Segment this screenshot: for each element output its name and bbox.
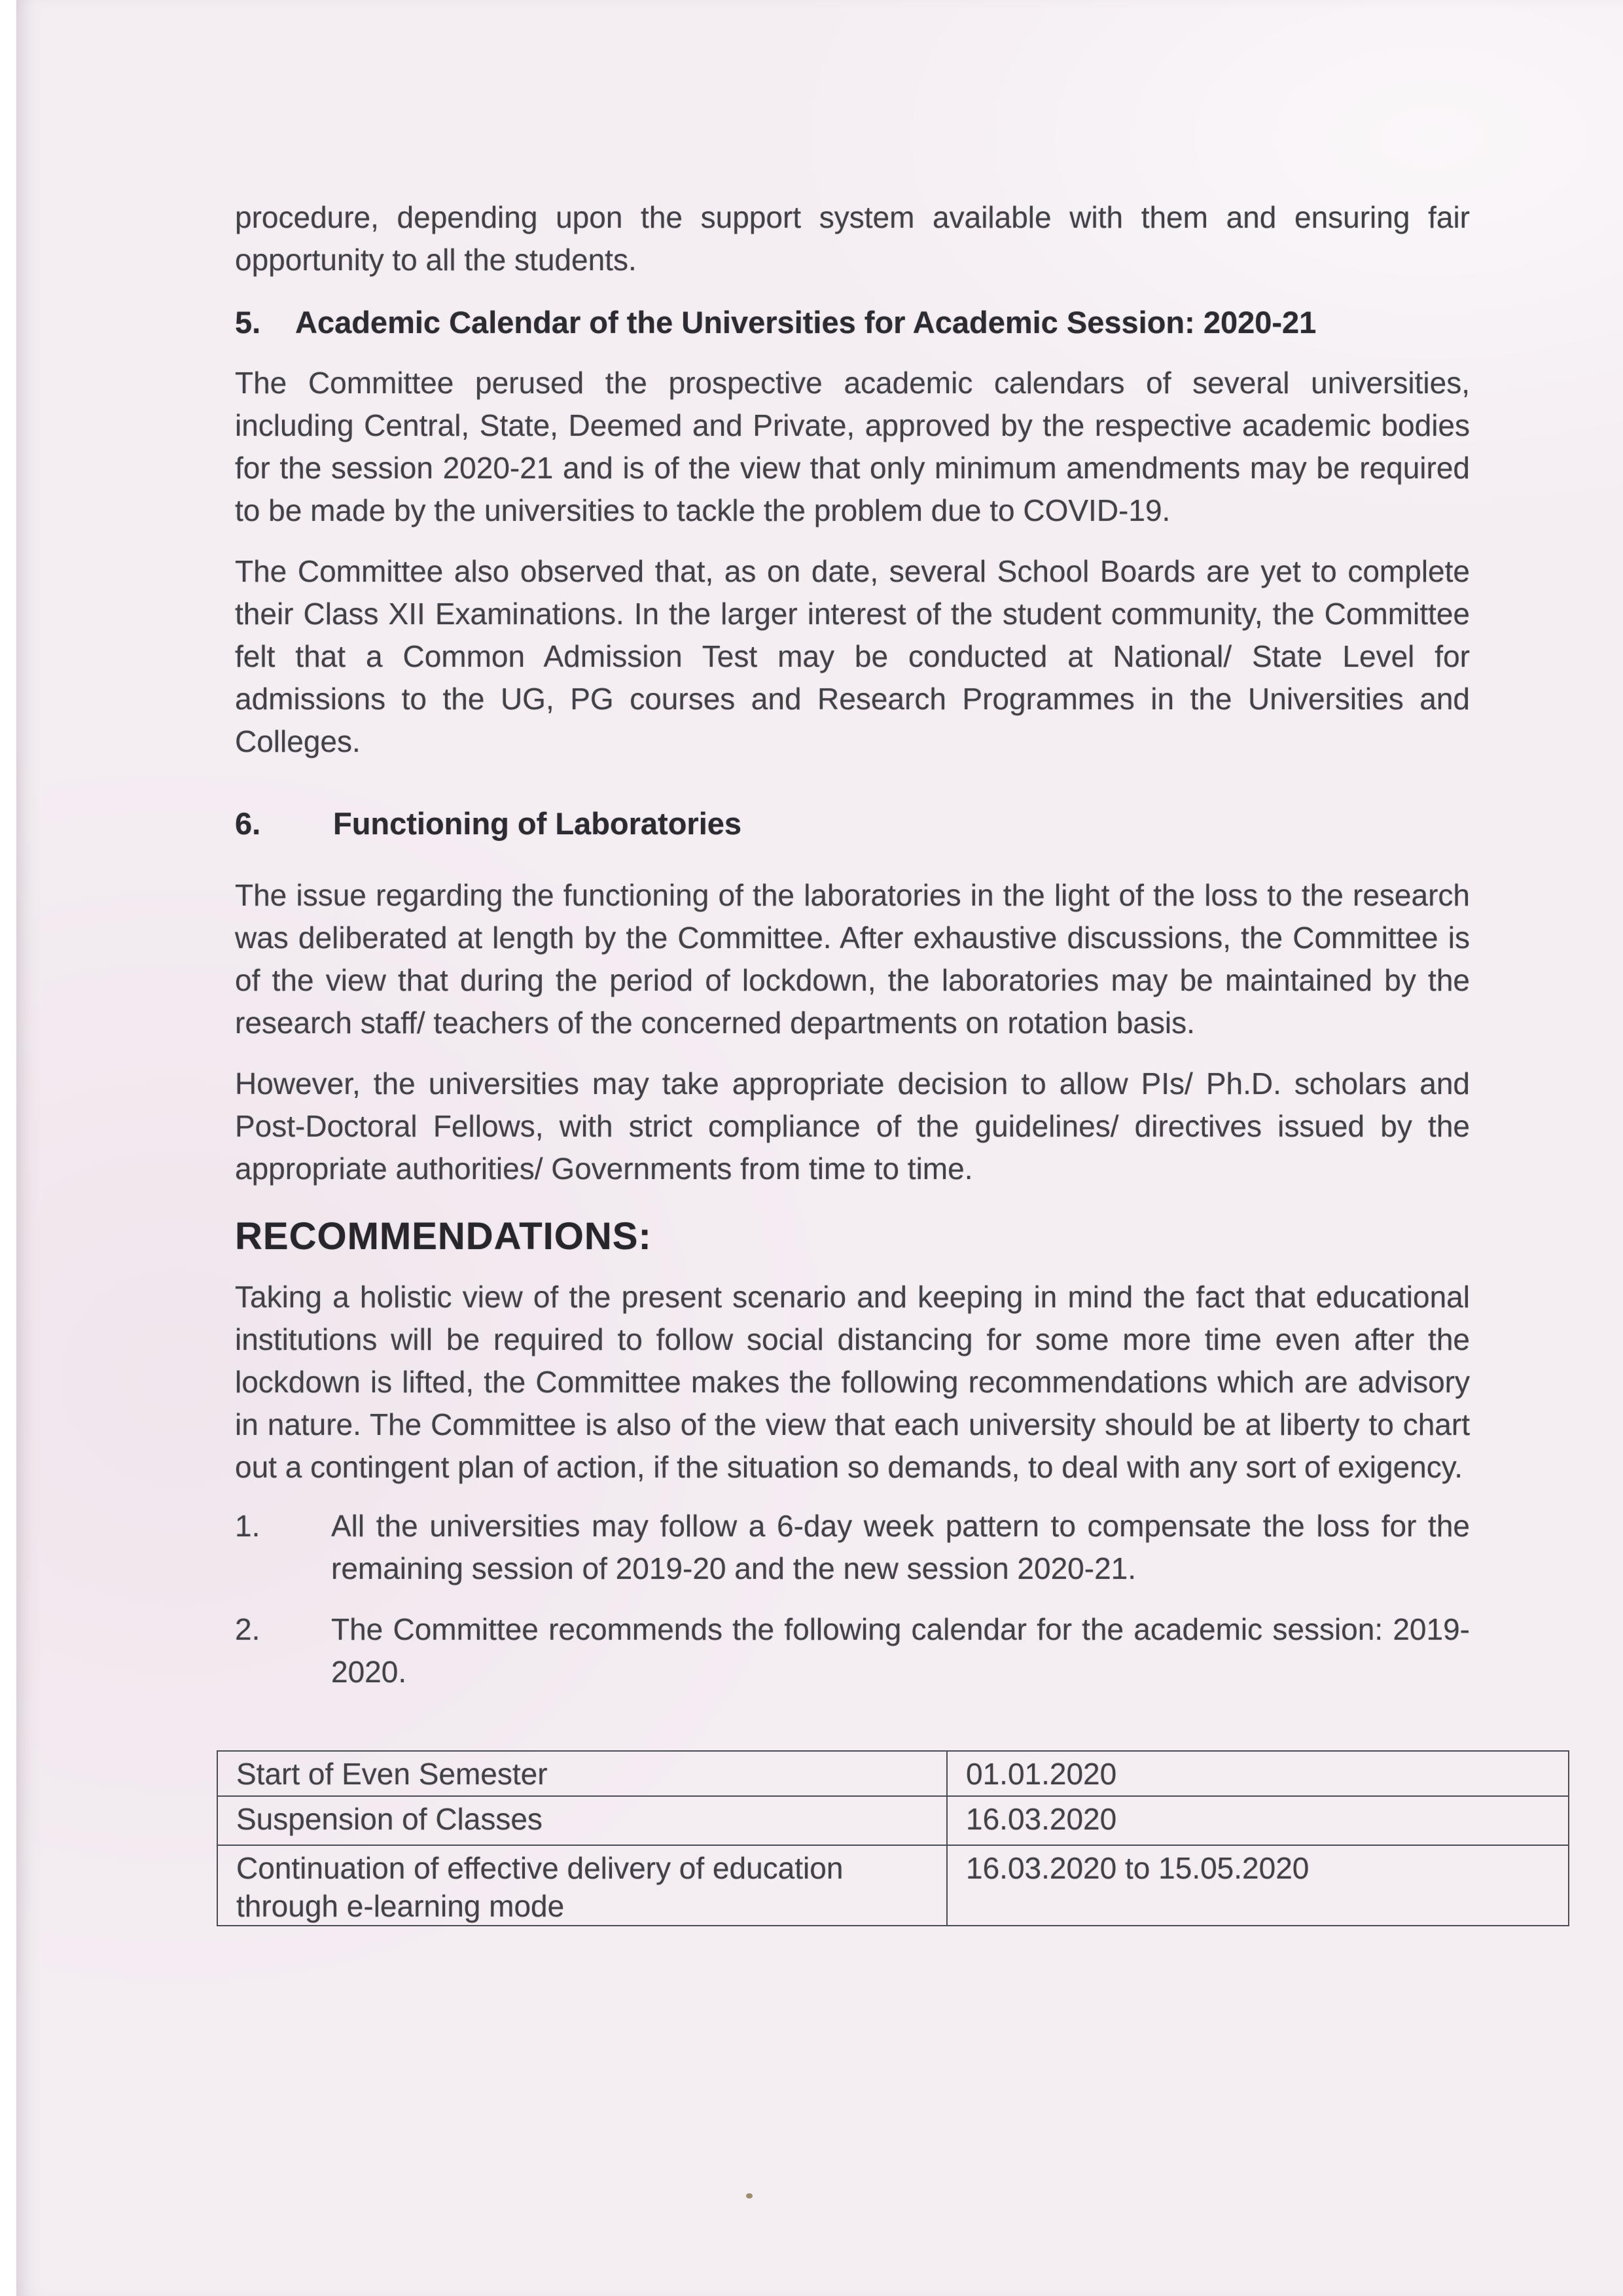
- recommendation-item-1: [235, 1505, 1470, 1590]
- table-row: [217, 1751, 1569, 1796]
- section-5-title: Academic Calendar of the Universities for Academic Session: 2020-21: [295, 305, 1317, 340]
- section-5-heading: [235, 301, 1470, 344]
- recommendation-item-1-text: All the universities may follow a 6-day week pattern to compensate the loss for the remaining session of 2019-20 and the new session 2020-21.: [331, 1509, 1470, 1585]
- recommendation-item-2: [235, 1608, 1470, 1693]
- table-row: [217, 1845, 1569, 1926]
- table-row: [217, 1796, 1569, 1845]
- section-6-number: 6.: [235, 806, 261, 841]
- section-5-paragraph-1: The Committee perused the prospective academic calendars of several universities, including Central, State, Deemed and Private, approved by the respective academic bodies for the session 2020-21 and is of the view that only minimum amendments may be required to be made by the universities to tackle the problem due to COVID-19.: [235, 366, 1470, 527]
- recommendation-item-2-text: The Committee recommends the following calendar for the academic session: 2019-2020.: [331, 1612, 1470, 1689]
- section-6-paragraph-1: The issue regarding the functioning of the laboratories in the light of the loss to the research was deliberated at length by the Committee. After exhaustive discussions, the Committee is of the view that during the period of lockdown, the laboratories may be maintained by the research staff/ teachers of the concerned departments on rotation basis.: [235, 878, 1470, 1040]
- recommendation-item-2-number: 2.: [235, 1612, 260, 1646]
- page-content: [235, 0, 1470, 1926]
- recommendation-item-1-number: 1.: [235, 1509, 260, 1543]
- section-6-heading: [235, 802, 1470, 845]
- paper-speck: [746, 2193, 753, 2199]
- recommendations-heading: RECOMMENDATIONS:: [235, 1215, 652, 1258]
- recommendations-intro: Taking a holistic view of the present scenario and keeping in mind the fact that educational institutions will be required to follow social distancing for some more time even after the lockdown is lifted, the Committee makes the following recommendations which are advisory in nature. The Committee is also of the view that each university should be at liberty to chart out a contingent plan of action, if the situation so demands, to deal with any sort of exigency.: [235, 1280, 1470, 1484]
- section-6-paragraph-2: However, the universities may take appropriate decision to allow PIs/ Ph.D. scholars and Post-Doctoral Fellows, with strict compliance of the guidelines/ directives issued by the appropriate authorities/ Governments from time to time.: [235, 1067, 1470, 1186]
- table-row-value: 16.03.2020: [947, 1796, 1569, 1845]
- scanned-page: [16, 0, 1623, 2296]
- table-row-value: 16.03.2020 to 15.05.2020: [947, 1845, 1569, 1926]
- section-5-number: 5.: [235, 305, 261, 340]
- table-row-value: 01.01.2020: [947, 1751, 1569, 1796]
- section-5-paragraph-2: The Committee also observed that, as on date, several School Boards are yet to complete their Class XII Examinations. In the larger interest of the student community, the Committee felt that a Common Admission Test may be conducted at National/ State Level for admissions to the UG, PG courses and Research Programmes in the Universities and Colleges.: [235, 554, 1470, 758]
- section-6-title: Functioning of Laboratories: [333, 806, 742, 841]
- intro-paragraph: procedure, depending upon the support system available with them and ensuring fair opportunity to all the students.: [235, 200, 1470, 277]
- table-row-label: Suspension of Classes: [217, 1796, 947, 1845]
- table-row-label: Start of Even Semester: [217, 1751, 947, 1796]
- academic-calendar-table: [217, 1750, 1569, 1926]
- table-row-label: Continuation of effective delivery of education through e-learning mode: [217, 1845, 947, 1926]
